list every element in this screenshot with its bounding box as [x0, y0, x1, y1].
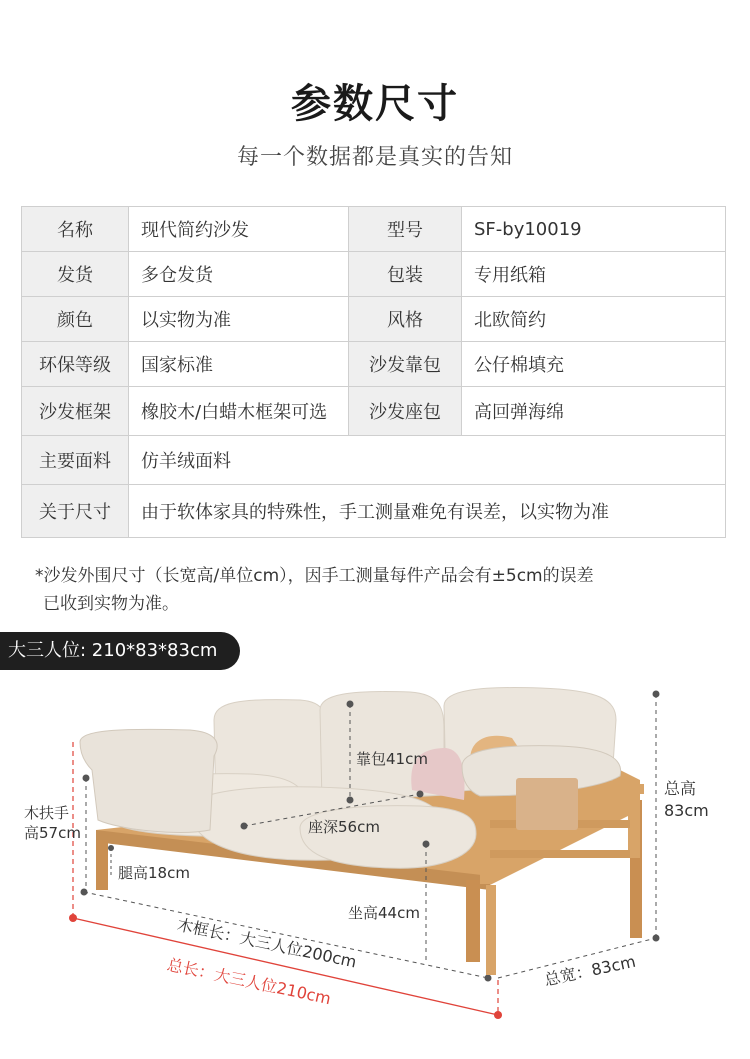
armrest-height-label — [24, 803, 81, 843]
total-width-label: 总宽：83cm — [542, 951, 638, 990]
table-row — [22, 297, 726, 342]
wood-leg — [466, 880, 480, 962]
spec-label: 风格 — [349, 297, 462, 342]
leg-height-label: 腿高18cm — [118, 864, 190, 882]
table-row — [22, 252, 726, 297]
spec-label: 关于尺寸 — [22, 485, 129, 538]
spec-value: 公仔棉填充 — [462, 342, 726, 387]
spec-value: 橡胶木/白蜡木框架可选 — [129, 387, 349, 436]
frame-length-label: 木框长：大三人位200cm — [175, 914, 359, 972]
spec-label: 颜色 — [22, 297, 129, 342]
armrest-height-text: 高57cm — [24, 824, 81, 842]
spec-label: 沙发靠包 — [349, 342, 462, 387]
total-height-text: 83cm — [664, 801, 709, 820]
dimension-dot — [241, 823, 248, 830]
dimension-dot — [81, 889, 88, 896]
left-armrest — [80, 729, 217, 832]
spec-label: 主要面料 — [22, 436, 129, 485]
spec-label: 包装 — [349, 252, 462, 297]
spec-value: 现代简约沙发 — [129, 207, 349, 252]
total-length-label: 总长：大三人位210cm — [165, 954, 333, 1009]
total-length-line — [73, 918, 498, 1015]
spec-label: 发货 — [22, 252, 129, 297]
armrest-height-text: 木扶手 — [24, 804, 70, 822]
seat-height-label: 坐高44cm — [348, 904, 420, 922]
table-row — [22, 342, 726, 387]
table-row — [22, 485, 726, 538]
spec-table — [21, 206, 726, 538]
size-note — [35, 562, 594, 618]
spec-value: SF-by10019 — [462, 207, 726, 252]
spec-value: 以实物为准 — [129, 297, 349, 342]
size-note-line: *沙发外围尺寸（长宽高/单位cm），因手工测量每件产品会有±5cm的误差 — [35, 566, 594, 586]
spec-label: 名称 — [22, 207, 129, 252]
dimension-dot — [423, 841, 430, 848]
spec-value: 由于软体家具的特殊性，手工测量难免有误差，以实物为准 — [129, 485, 726, 538]
total-height-label — [664, 778, 709, 822]
dimension-dot — [417, 791, 424, 798]
wood-leg — [96, 840, 108, 890]
wood-leg — [486, 885, 496, 975]
size-tag: 大三人位: 210*83*83cm — [0, 632, 240, 670]
dimension-dot — [347, 701, 354, 708]
page-subtitle: 每一个数据都是真实的告知 — [236, 145, 513, 170]
dimension-dot — [83, 775, 90, 782]
total-height-text: 总高 — [664, 779, 697, 798]
size-note-line: 已收到实物为准。 — [43, 594, 179, 614]
sofa-illustration — [0, 680, 750, 1059]
page-title: 参数尺寸 — [291, 81, 459, 127]
spec-label: 沙发框架 — [22, 387, 129, 436]
spec-value: 多仓发货 — [129, 252, 349, 297]
wood-rail — [490, 850, 630, 858]
seat-depth-label: 座深56cm — [308, 818, 380, 836]
spec-label: 环保等级 — [22, 342, 129, 387]
spec-label: 沙发座包 — [349, 387, 462, 436]
table-row — [22, 436, 726, 485]
wood-armrest-post — [480, 794, 490, 884]
table-row — [22, 207, 726, 252]
spec-value: 北欧简约 — [462, 297, 726, 342]
dimension-dot — [653, 691, 660, 698]
spec-value: 仿羊绒面料 — [129, 436, 726, 485]
spec-value: 国家标准 — [129, 342, 349, 387]
dimension-dot — [108, 845, 114, 851]
table-row — [22, 387, 726, 436]
spec-value: 高回弹海绵 — [462, 387, 726, 436]
spec-value: 专用纸箱 — [462, 252, 726, 297]
spec-label: 型号 — [349, 207, 462, 252]
dimension-dot — [347, 797, 354, 804]
armrest-pocket — [516, 778, 578, 830]
dimension-dot — [485, 975, 492, 982]
back-cushion-label: 靠包41cm — [356, 750, 428, 768]
